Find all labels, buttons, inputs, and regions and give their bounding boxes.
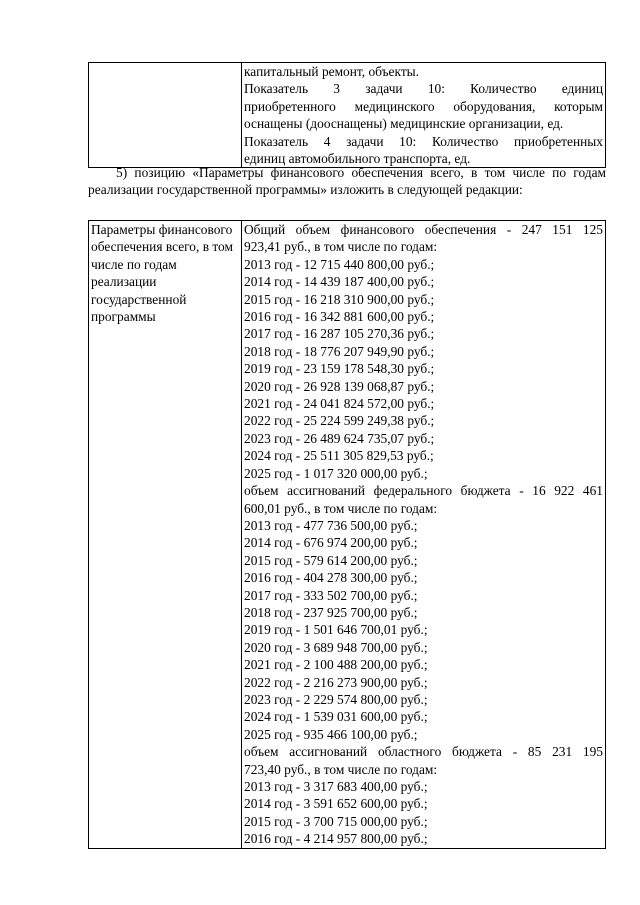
financing-lines — [244, 221, 603, 848]
financing-label-cell — [89, 221, 242, 849]
financing-line: 2022 год - 25 224 599 249,38 руб.; — [244, 413, 435, 429]
indicators-table-fragment — [88, 62, 606, 168]
indicator-line: единиц автомобильного транспорта, ед. — [244, 151, 471, 167]
indicators-left-cell — [89, 63, 242, 168]
financing-line: 2013 год - 3 317 683 400,00 руб.; — [244, 779, 428, 794]
financing-line: объем ассигнований федерального бюджета - 16 922 461 — [244, 483, 603, 499]
indicator-line: капитальный ремонт, объекты. — [244, 64, 420, 79]
financing-line: 2015 год - 579 614 200,00 руб.; — [244, 552, 418, 568]
financing-line: 2020 год - 26 928 139 068,87 руб.; — [244, 378, 435, 394]
financing-line: 2017 год - 333 502 700,00 руб.; — [244, 587, 418, 603]
financing-line: 2020 год - 3 689 948 700,00 руб.; — [244, 639, 428, 655]
financing-values-cell — [242, 221, 606, 849]
financing-line: Общий объем финансового обеспечения - 247 151 125 — [244, 222, 603, 237]
financing-line: 600,01 руб., в том числе по годам: — [244, 500, 438, 516]
indicator-line: оснащены (дооснащены) медицинские организации, ед. — [244, 116, 564, 132]
financing-line: 923,41 руб., в том числе по годам: — [244, 239, 438, 255]
financing-line: 2015 год - 16 218 310 900,00 руб.; — [244, 291, 435, 307]
financing-line: 2016 год - 404 278 300,00 руб.; — [244, 570, 418, 586]
financing-line: 723,40 руб., в том числе по годам: — [244, 761, 438, 777]
financing-line: 2023 год - 2 229 574 800,00 руб.; — [244, 691, 428, 707]
financing-line: 2015 год - 3 700 715 000,00 руб.; — [244, 813, 428, 829]
financing-line: 2021 год - 2 100 488 200,00 руб.; — [244, 657, 428, 673]
indicator-line: приобретенного медицинского оборудования, которым — [244, 98, 603, 114]
financing-line: 2014 год - 676 974 200,00 руб.; — [244, 535, 418, 551]
financing-label: Параметры финансового обеспечения всего, в том числе по годам реализации государственной программы — [91, 222, 233, 325]
financing-line: 2024 год - 1 539 031 600,00 руб.; — [244, 709, 428, 725]
financing-line: 2017 год - 16 287 105 270,36 руб.; — [244, 326, 435, 342]
financing-line: 2016 год - 4 214 957 800,00 руб.; — [244, 831, 428, 847]
financing-line: 2023 год - 26 489 624 735,07 руб.; — [244, 430, 435, 446]
indicator-line: Показатель 3 задачи 10: Количество единиц — [244, 81, 603, 97]
financing-line: 2022 год - 2 216 273 900,00 руб.; — [244, 674, 428, 690]
indicators-right-cell — [242, 63, 606, 168]
financing-line: 2014 год - 3 591 652 600,00 руб.; — [244, 796, 428, 812]
financing-line: 2013 год - 477 736 500,00 руб.; — [244, 517, 418, 533]
financing-line: 2018 год - 18 776 207 949,90 руб.; — [244, 343, 435, 359]
financing-line: 2014 год - 14 439 187 400,00 руб.; — [244, 274, 435, 290]
financing-line: 2024 год - 25 511 305 829,53 руб.; — [244, 448, 434, 464]
financing-table — [88, 220, 606, 849]
financing-line: 2025 год - 1 017 320 000,00 руб.; — [244, 465, 428, 481]
indicator-line: Показатель 4 задачи 10: Количество приобретенных — [244, 133, 603, 149]
financing-line: 2021 год - 24 041 824 572,00 руб.; — [244, 396, 435, 412]
financing-line: 2025 год - 935 466 100,00 руб.; — [244, 726, 418, 742]
financing-line: 2019 год - 1 501 646 700,01 руб.; — [244, 622, 428, 638]
financing-line: 2013 год - 12 715 440 800,00 руб.; — [244, 256, 435, 272]
amendment-paragraph: 5) позицию «Параметры финансового обеспечения всего, в том числе по годам реализации государственной программы» изложить в следующей редакции: — [88, 165, 606, 198]
financing-line: 2018 год - 237 925 700,00 руб.; — [244, 604, 418, 620]
financing-line: объем ассигнований областного бюджета - 85 231 195 — [244, 744, 603, 760]
financing-line: 2016 год - 16 342 881 600,00 руб.; — [244, 309, 435, 325]
financing-line: 2019 год - 23 159 178 548,30 руб.; — [244, 361, 435, 377]
